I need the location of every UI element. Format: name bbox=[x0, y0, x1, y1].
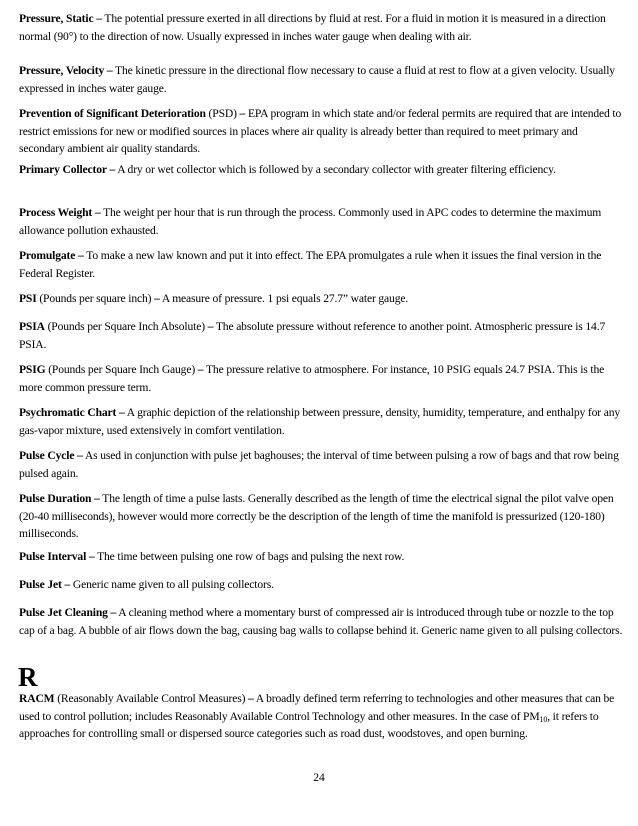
definition: As used in conjunction with pulse jet baghouses; the interval of time between pulsing a row of bags and that row being pulsed again. bbox=[19, 449, 619, 480]
glossary-entry-pressure-velocity bbox=[19, 62, 624, 97]
term: Pulse Cycle bbox=[19, 449, 75, 462]
separator: – bbox=[106, 163, 116, 176]
term-suffix: (Pounds per Square Inch Gauge) bbox=[45, 363, 196, 376]
glossary-entry-pulse-jet bbox=[19, 576, 624, 594]
page-number: 24 bbox=[313, 771, 325, 784]
definition: To make a new law known and put it into effect. The EPA promulgates a rule when it issues the final version in the Federal Register. bbox=[19, 249, 602, 280]
definition: A graphic depiction of the relationship between pressure, density, humidity, temperature, and enthalpy for any gas-vapor mixture, used extensively in comfort ventilation. bbox=[19, 406, 621, 437]
glossary-entry-psychromatic-chart bbox=[19, 404, 624, 439]
glossary-entry-psi bbox=[19, 290, 624, 308]
section-letter-heading: R bbox=[18, 662, 38, 692]
term: Psychromatic Chart bbox=[19, 406, 117, 419]
glossary-entry-psig bbox=[19, 361, 624, 396]
term: Pulse Jet Cleaning bbox=[19, 606, 108, 619]
term: Pulse Duration bbox=[19, 492, 92, 505]
term: Pulse Jet bbox=[19, 578, 62, 591]
glossary-entry-pulse-interval bbox=[19, 548, 624, 566]
term: PSIA bbox=[19, 320, 45, 333]
term: Prevention of Significant Deterioration bbox=[19, 107, 206, 120]
definition: The potential pressure exerted in all directions by fluid at rest. For a fluid in motion it is measured in a direction normal (90°) to the direction of now. Usually expressed in inches water gauge when dealing with air. bbox=[19, 12, 606, 43]
separator: – bbox=[151, 292, 160, 305]
term: Pressure, Velocity bbox=[19, 64, 105, 77]
term: PSI bbox=[19, 292, 37, 305]
separator: – bbox=[236, 107, 246, 120]
term-suffix: (Pounds per Square Inch Absolute) bbox=[44, 320, 205, 333]
glossary-entry-pulse-duration bbox=[19, 490, 624, 543]
term-suffix: (Pounds per square inch) bbox=[36, 292, 152, 305]
term: Process Weight bbox=[19, 206, 93, 219]
separator: – bbox=[61, 578, 71, 591]
definition: The weight per hour that is run through the process. Commonly used in APC codes to determine the maximum allowance pollution exhausted. bbox=[19, 206, 602, 237]
glossary-entry-pulse-jet-cleaning bbox=[19, 604, 624, 639]
term: Pulse Interval bbox=[19, 550, 87, 563]
glossary-entry-primary-collector bbox=[19, 161, 624, 179]
separator: – bbox=[75, 249, 84, 262]
term-suffix: (Reasonably Available Control Measures) bbox=[54, 692, 246, 705]
definition: EPA program in which state and/or federal permits are required that are intended to restrict emissions for new or modified sources in places where air quality is already better than required to meet primary and secondary ambient air quality standards. bbox=[19, 107, 622, 155]
definition: A cleaning method where a momentary burst of compressed air is introduced through tube or nozzle to the top cap of a bag. A bubble of air flows down the bag, causing bag walls to collapse behind it. Generic name given to all pulsing collectors. bbox=[19, 606, 623, 637]
separator: – bbox=[92, 206, 101, 219]
glossary-entry-psd bbox=[19, 105, 624, 158]
separator: – bbox=[74, 449, 83, 462]
definition: A dry or wet collector which is followed by a secondary collector with greater filtering efficiency. bbox=[115, 163, 556, 176]
separator: – bbox=[93, 12, 102, 25]
definition-part-1: A broadly defined term referring to technologies and other measures that can be used to control pollution; includes Reasonably Available Control Technology and other measures. In the case of PM bbox=[19, 692, 615, 723]
glossary-entry-racm bbox=[19, 690, 624, 743]
glossary-entry-pressure-static bbox=[19, 10, 624, 45]
definition: The time between pulsing one row of bags and pulsing the next row. bbox=[94, 550, 405, 563]
definition: The kinetic pressure in the directional flow necessary to cause a fluid at rest to flow at a given velocity. Usually expressed in inches water gauge. bbox=[19, 64, 615, 95]
separator: – bbox=[245, 692, 254, 705]
separator: – bbox=[204, 320, 214, 333]
glossary-entry-process-weight bbox=[19, 204, 624, 239]
term: Promulgate bbox=[19, 249, 76, 262]
definition: Generic name given to all pulsing collectors. bbox=[70, 578, 274, 591]
term: RACM bbox=[19, 692, 55, 705]
separator: – bbox=[195, 363, 204, 376]
separator: – bbox=[91, 492, 100, 505]
separator: – bbox=[116, 406, 125, 419]
glossary-entry-psia bbox=[19, 318, 624, 353]
term: Pressure, Static bbox=[19, 12, 94, 25]
subscript: 10 bbox=[539, 714, 548, 724]
definition-part-2: , it refers to approaches for controlling small or dispersed source categories such as road dust, woodstoves, and open burning. bbox=[19, 709, 599, 740]
term: PSIG bbox=[19, 363, 46, 376]
term: Primary Collector bbox=[19, 163, 107, 176]
separator: – bbox=[104, 64, 113, 77]
definition: The absolute pressure without reference to another point. Atmospheric pressure is 14.7 PSIA. bbox=[19, 320, 606, 351]
separator: – bbox=[107, 606, 117, 619]
separator: – bbox=[86, 550, 95, 563]
definition: The length of time a pulse lasts. Generally described as the length of time the electrical signal the pilot valve open (20-40 milliseconds), however would more correctly be the description of the length of time the manifold is pressurized (120-180) milliseconds. bbox=[19, 492, 614, 540]
definition: A measure of pressure. 1 psi equals 27.7” water gauge. bbox=[159, 292, 409, 305]
glossary-entry-pulse-cycle bbox=[19, 447, 624, 482]
term-suffix: (PSD) bbox=[205, 107, 237, 120]
definition: The pressure relative to atmosphere. For instance, 10 PSIG equals 24.7 PSIA. This is the more common pressure term. bbox=[19, 363, 605, 394]
glossary-entry-promulgate bbox=[19, 247, 624, 282]
